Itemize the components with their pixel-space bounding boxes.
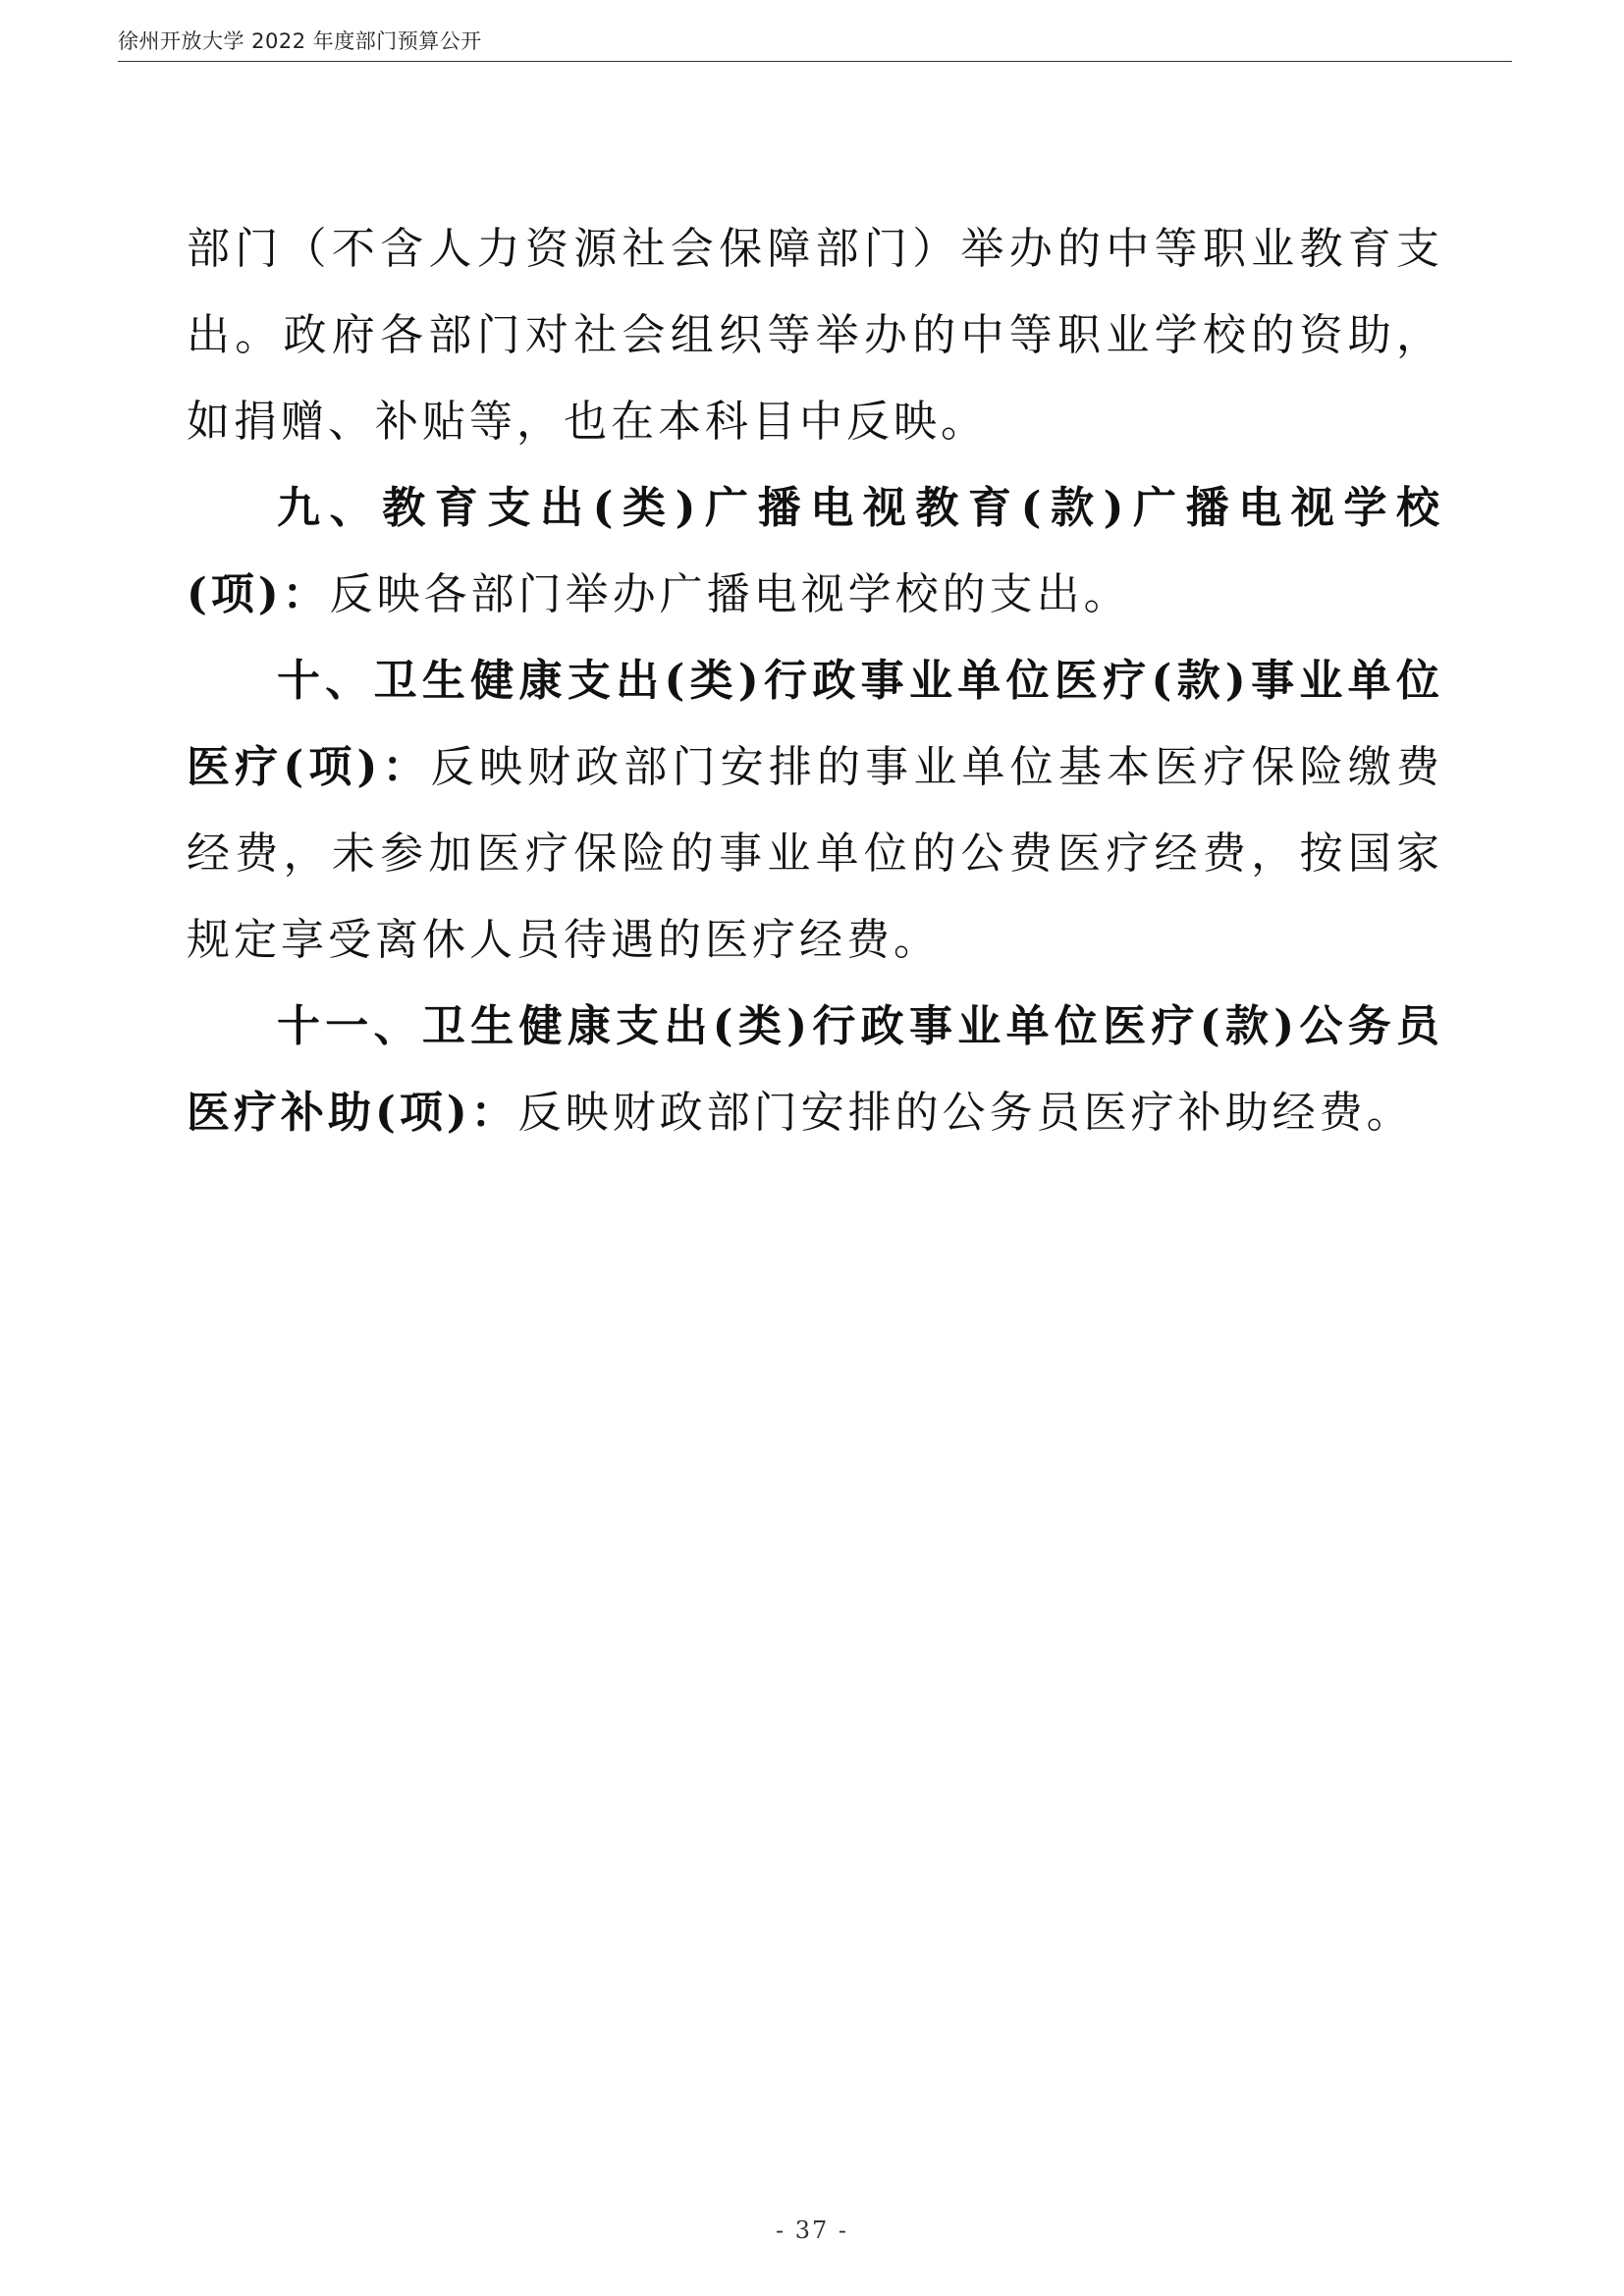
paragraph-text: 反映财政部门安排的公务员医疗补助经费。 — [517, 1088, 1414, 1138]
paragraph-item-10 — [187, 638, 1443, 984]
paragraph-continuation — [187, 206, 1443, 465]
paragraph-heading: 九、教育支出(类)广播电视教育(款)广播电视学校(项)： — [187, 483, 1443, 619]
paragraph-text: 反映各部门举办广播电视学校的支出。 — [329, 569, 1131, 619]
document-body — [187, 206, 1443, 1156]
paragraph-text: 部门（不含人力资源社会保障部门）举办的中等职业教育支出。政府各部门对社会组织等举办的中等职业学校的资助，如捐赠、补贴等，也在本科目中反映。 — [187, 224, 1443, 447]
paragraph-text: 反映财政部门安排的事业单位基本医疗保险缴费经费，未参加医疗保险的事业单位的公费医疗经费，按国家规定享受离休人员待遇的医疗经费。 — [187, 742, 1444, 965]
paragraph-item-9 — [187, 465, 1443, 638]
paragraph-heading: 十一、卫生健康支出(类)行政事业单位医疗(款)公务员医疗补助(项)： — [187, 1001, 1443, 1138]
paragraph-item-11 — [187, 984, 1443, 1156]
header-title: 徐州开放大学 2022 年度部门预算公开 — [118, 29, 482, 53]
page-header — [118, 22, 1512, 62]
page-number: - 37 - — [775, 2216, 848, 2244]
paragraph-heading: 十、卫生健康支出(类)行政事业单位医疗(款)事业单位医疗(项)： — [187, 656, 1443, 792]
